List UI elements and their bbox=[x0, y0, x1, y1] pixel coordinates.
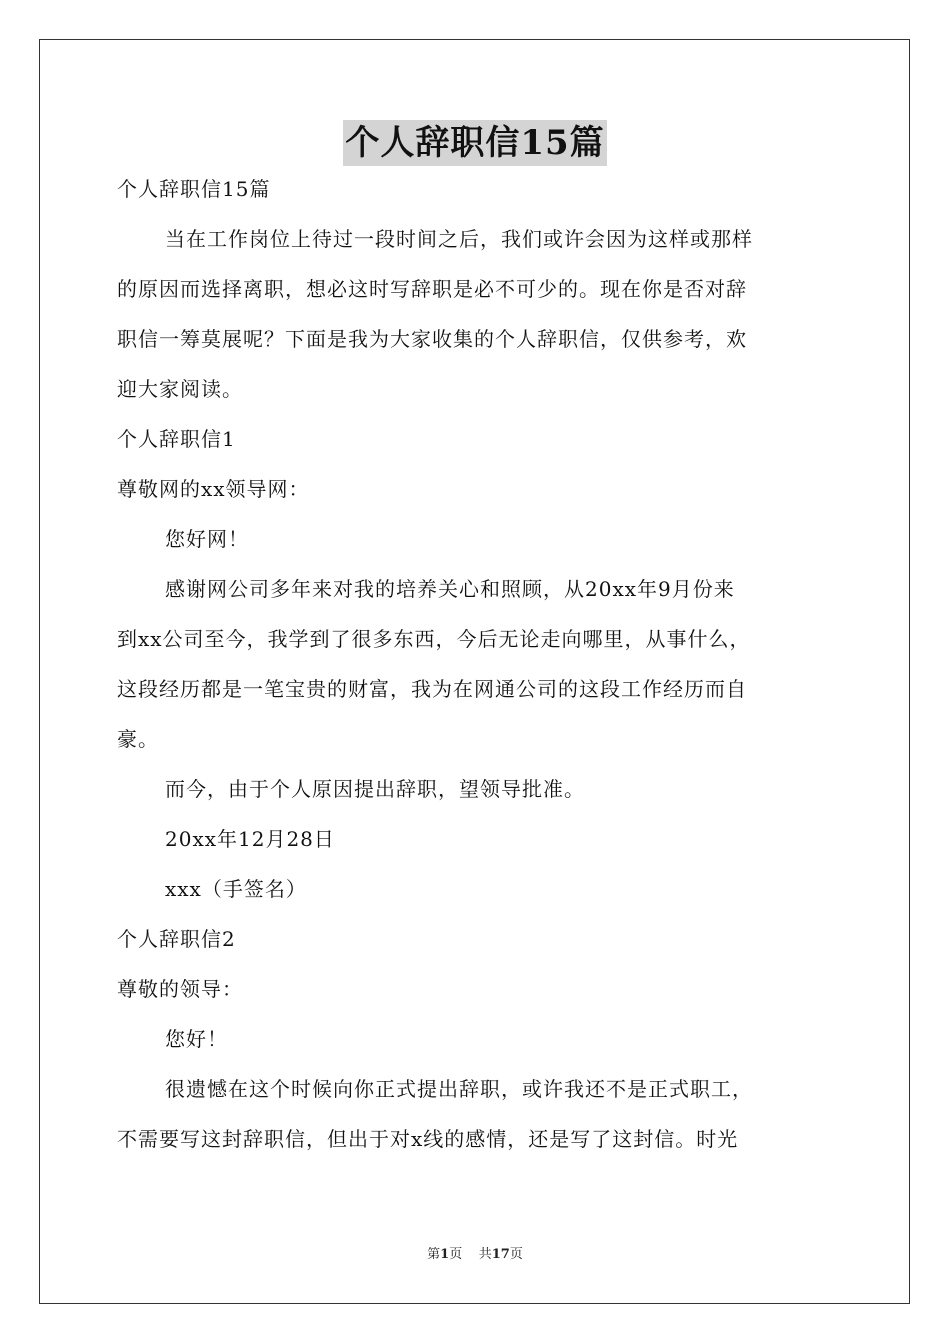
paragraph-line: 迎大家阅读。 bbox=[117, 377, 243, 401]
title-container bbox=[0, 120, 950, 166]
paragraph-line: 豪。 bbox=[117, 727, 159, 751]
total-prefix: 共 bbox=[478, 1247, 492, 1262]
paragraph-line: 很遗憾在这个时候向你正式提出辞职，或许我还不是正式职工， bbox=[165, 1077, 753, 1101]
greeting: 您好！ bbox=[165, 1027, 228, 1051]
page-footer bbox=[0, 1243, 950, 1262]
subtitle-line: 个人辞职信15篇 bbox=[117, 177, 271, 201]
section-heading: 个人辞职信1 bbox=[117, 427, 236, 451]
signature-line: xxx（手签名） bbox=[165, 877, 307, 901]
salutation: 尊敬网的xx领导网： bbox=[117, 477, 310, 501]
paragraph-line: 而今，由于个人原因提出辞职，望领导批准。 bbox=[165, 777, 585, 801]
paragraph-line: 到xx公司至今，我学到了很多东西，今后无论走向哪里，从事什么， bbox=[117, 627, 751, 651]
document-title: 个人辞职信15篇 bbox=[343, 120, 606, 166]
date-line: 20xx年12月28日 bbox=[165, 827, 335, 851]
paragraph-line: 不需要写这封辞职信，但出于对x线的感情，还是写了这封信。时光 bbox=[117, 1127, 739, 1151]
total-pages: 17 bbox=[491, 1247, 510, 1262]
paragraph-line: 这段经历都是一笔宝贵的财富，我为在网通公司的这段工作经历而自 bbox=[117, 677, 747, 701]
page-prefix: 第 bbox=[427, 1247, 441, 1262]
page-suffix: 页 bbox=[449, 1247, 463, 1262]
total-suffix: 页 bbox=[509, 1247, 523, 1262]
paragraph-line: 感谢网公司多年来对我的培养关心和照顾，从20xx年9月份来 bbox=[165, 577, 735, 601]
section-heading: 个人辞职信2 bbox=[117, 927, 236, 951]
paragraph-line: 职信一筹莫展呢？下面是我为大家收集的个人辞职信，仅供参考，欢 bbox=[117, 327, 747, 351]
salutation: 尊敬的领导： bbox=[117, 977, 243, 1001]
greeting: 您好网！ bbox=[165, 527, 249, 551]
page-number: 1 bbox=[440, 1247, 450, 1262]
paragraph-line: 当在工作岗位上待过一段时间之后，我们或许会因为这样或那样 bbox=[165, 227, 753, 251]
paragraph-line: 的原因而选择离职，想必这时写辞职是必不可少的。现在你是否对辞 bbox=[117, 277, 747, 301]
